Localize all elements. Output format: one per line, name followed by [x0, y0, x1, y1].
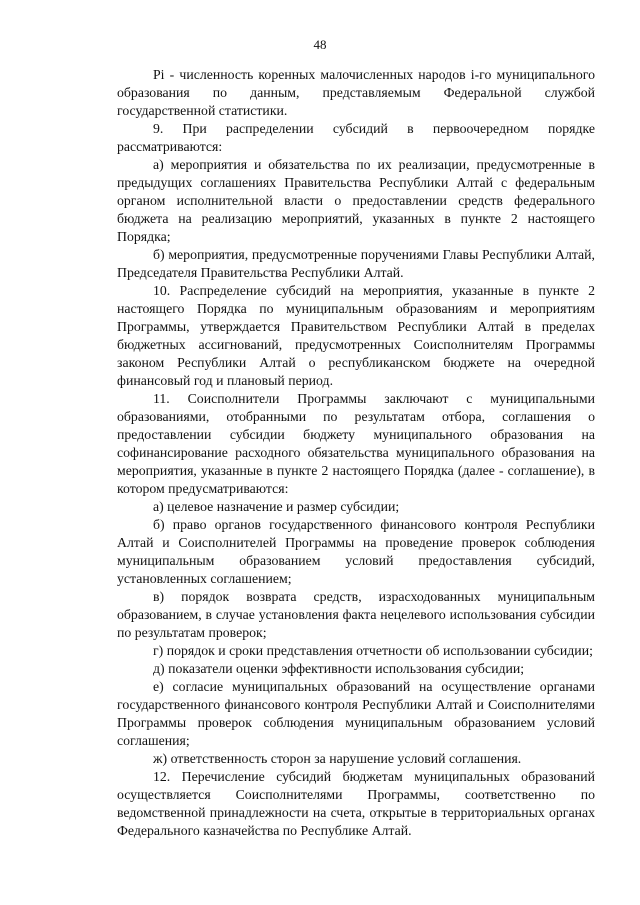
paragraph-11: 11. Соисполнители Программы заключают с муниципальными образованиями, отобранными по результатам отбора, соглашения о предоставлении субсидии бюджету муниципального образования на софинансирование расходного обязательства муниципального образования на мероприятия, указанные в пункте 2 настоящего Порядка (далее - соглашение), в котором предусматриваются: — [117, 391, 595, 496]
paragraph-9: 9. При распределении субсидий в первоочередном порядке рассматриваются: — [117, 121, 595, 154]
paragraph-11-e: е) согласие муниципальных образований на осуществление органами государственного финансового контроля Республики Алтай и Соисполнителями Программы проверок соблюдения муниципальным образованием условий соглашения; — [117, 679, 595, 748]
paragraph-11-b: б) право органов государственного финансового контроля Республики Алтай и Соисполнителей Программы на проведение проверок соблюдения муниципальным образованием условий предоставления субсидий, установленных соглашением; — [117, 517, 595, 586]
paragraph-pi-definition: Pi - численность коренных малочисленных народов i-го муниципального образования по данным, представляемым Федеральной службой государственной статистики. — [117, 67, 595, 118]
paragraph-12: 12. Перечисление субсидий бюджетам муниципальных образований осуществляется Соисполнителями Программы, соответственно по ведомственной принадлежности на счета, открытые в территориальных органах Федерального казначейства по Республике Алтай. — [117, 769, 595, 838]
paragraph-11-a: а) целевое назначение и размер субсидии; — [153, 499, 400, 514]
paragraph-10: 10. Распределение субсидий на мероприятия, указанные в пункте 2 настоящего Порядка по муниципальным образованиям и мероприятиям Программы, утверждается Правительством Республики Алтай в пределах бюджетных ассигнований, предусмотренных Соисполнителям Программы законом Республики Алтай о республиканском бюджете на очередной финансовый год и плановый период. — [117, 283, 595, 388]
paragraph-9-b: б) мероприятия, предусмотренные поручениями Главы Республики Алтай, Председателя Правительства Республики Алтай. — [117, 247, 595, 280]
paragraph-11-zh: ж) ответственность сторон за нарушение условий соглашения. — [153, 751, 522, 766]
page-number: 48 — [313, 37, 327, 52]
paragraph-11-d: д) показатели оценки эффективности использования субсидии; — [153, 661, 525, 676]
paragraph-11-v: в) порядок возврата средств, израсходованных муниципальным образованием, в случае установления факта нецелевого использования субсидии по результатам проверок; — [117, 589, 595, 640]
paragraph-11-g: г) порядок и сроки представления отчетности об использовании субсидии; — [153, 643, 593, 658]
document-body — [117, 66, 595, 840]
paragraph-9-a: а) мероприятия и обязательства по их реализации, предусмотренные в предыдущих соглашениях Правительства Республики Алтай с федеральным органом исполнительной власти о предоставлении средств федерального бюджета на реализацию мероприятий, указанных в пункте 2 настоящего Порядка; — [117, 157, 595, 244]
